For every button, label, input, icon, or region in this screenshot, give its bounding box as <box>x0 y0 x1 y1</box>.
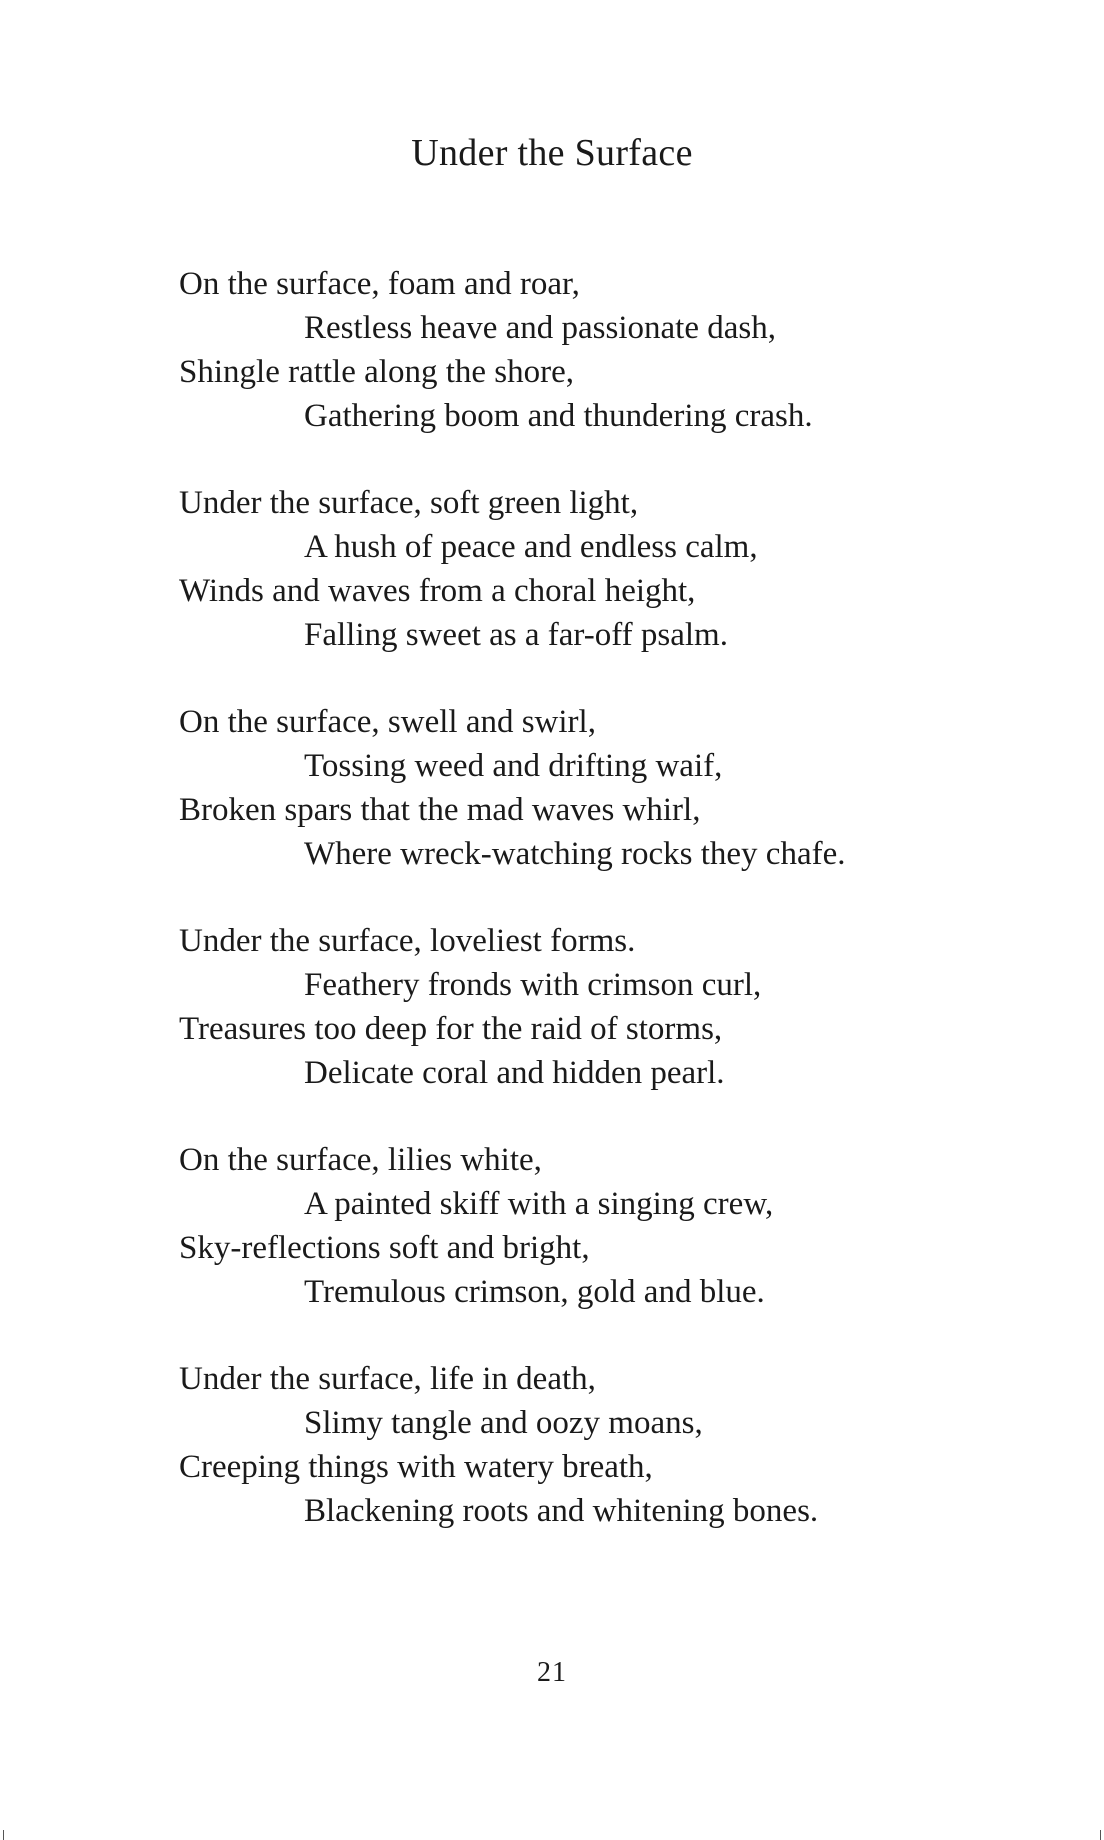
stanza-4 <box>179 919 1039 1095</box>
poem-line: Creeping things with watery breath, <box>179 1449 653 1485</box>
poem-line-indented: Slimy tangle and oozy moans, <box>304 1405 703 1441</box>
poem-line-indented: Falling sweet as a far-off psalm. <box>304 617 728 653</box>
poem-line: Treasures too deep for the raid of storms, <box>179 1011 723 1047</box>
crop-mark-left <box>3 1830 4 1840</box>
poem-line: On the surface, swell and swirl, <box>179 704 596 740</box>
poem-line: Shingle rattle along the shore, <box>179 354 574 390</box>
poem-body <box>179 262 1039 1576</box>
poem-line-indented: A hush of peace and endless calm, <box>304 529 758 565</box>
poem-line: On the surface, foam and roar, <box>179 266 580 302</box>
crop-mark-right <box>1100 1830 1101 1840</box>
poem-line-indented: Delicate coral and hidden pearl. <box>304 1055 725 1091</box>
poem-line: Under the surface, loveliest forms. <box>179 923 636 959</box>
poem-line: Under the surface, soft green light, <box>179 485 639 521</box>
poem-line-indented: Tossing weed and drifting waif, <box>304 748 723 784</box>
poem-line-indented: Gathering boom and thundering crash. <box>304 398 813 434</box>
stanza-3 <box>179 700 1039 876</box>
poem-line-indented: Blackening roots and whitening bones. <box>304 1493 819 1529</box>
poem-title: Under the Surface <box>411 132 693 174</box>
poem-line: On the surface, lilies white, <box>179 1142 542 1178</box>
poem-line-indented: Where wreck-watching rocks they chafe. <box>304 836 846 872</box>
poem-line-indented: Feathery fronds with crimson curl, <box>304 967 762 1003</box>
poem-line: Sky-reflections soft and bright, <box>179 1230 590 1266</box>
poem-line: Winds and waves from a choral height, <box>179 573 696 609</box>
poem-line: Broken spars that the mad waves whirl, <box>179 792 701 828</box>
stanza-5 <box>179 1138 1039 1314</box>
stanza-6 <box>179 1357 1039 1533</box>
poem-line-indented: Restless heave and passionate dash, <box>304 310 776 346</box>
stanza-1 <box>179 262 1039 438</box>
poem-line-indented: A painted skiff with a singing crew, <box>304 1186 774 1222</box>
poem-line-indented: Tremulous crimson, gold and blue. <box>304 1274 765 1310</box>
page-number: 21 <box>537 1657 567 1688</box>
stanza-2 <box>179 481 1039 657</box>
poem-line: Under the surface, life in death, <box>179 1361 596 1397</box>
